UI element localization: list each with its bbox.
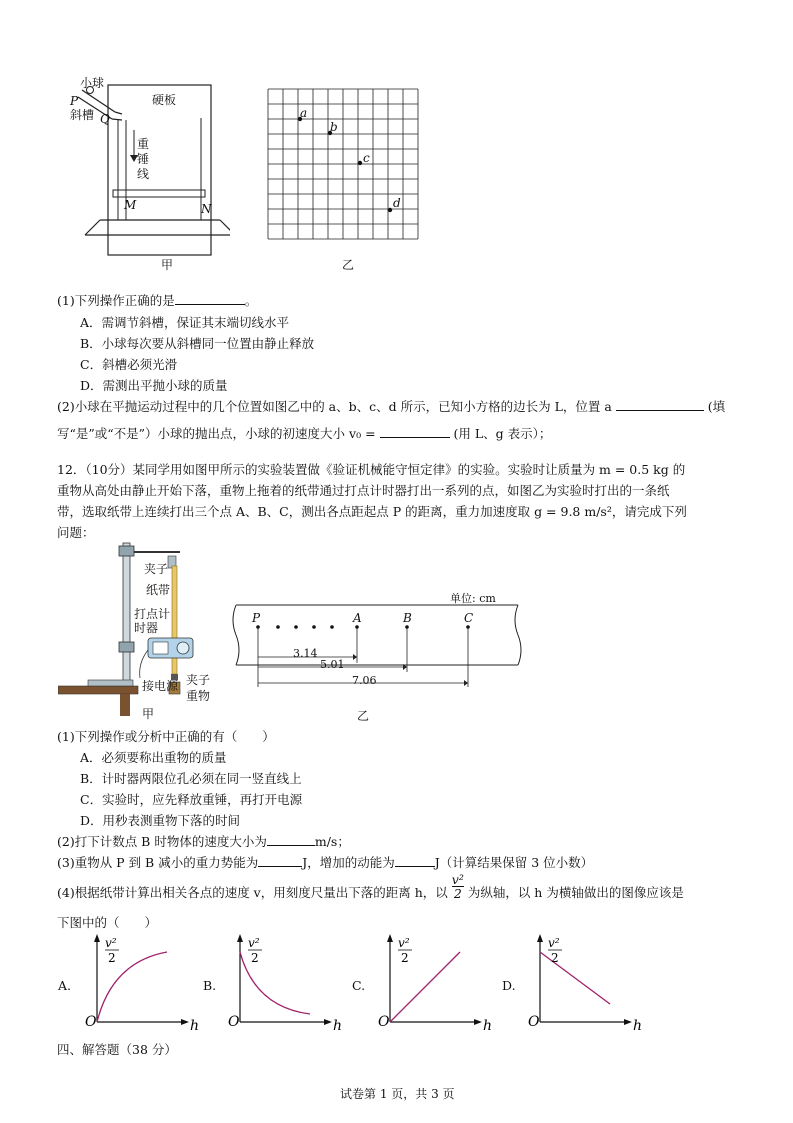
graph-y-num: v² — [105, 936, 117, 950]
q12-line3: 带，选取纸带上连续打出三个点 A、B、C，测出各点距起点 P 的距离，重力加速度取 g = 9.8 m/s²，请完成下列 — [57, 504, 687, 519]
label-power: 接电源 — [142, 679, 179, 693]
arrow-icon — [94, 934, 100, 942]
q11-option-c: C．斜槽必须光滑 — [80, 357, 178, 372]
label-N: N — [201, 202, 212, 216]
graph-y-den: 2 — [401, 951, 409, 965]
graph-d-label: D. — [502, 978, 516, 993]
label-clip-top: 夹子 — [144, 562, 169, 576]
label-clip-bottom: 夹子 — [186, 673, 211, 687]
tape-dist-B: 5.01 — [320, 658, 345, 671]
label-weight: 重物 — [186, 689, 211, 703]
q11-option-a: A．需调节斜槽，保证其末端切线水平 — [80, 315, 290, 330]
graph-y-den: 2 — [251, 951, 259, 965]
label-timer-2: 时器 — [134, 621, 159, 635]
tape-point-P: P — [252, 611, 261, 625]
q11-option-d: D．需测出平抛小球的质量 — [80, 378, 228, 393]
label-chute: 斜槽 — [70, 108, 95, 122]
label-Q: Q — [100, 112, 110, 126]
label-timer-1: 打点计 — [134, 607, 171, 621]
label-ball: 小球 — [80, 76, 105, 90]
graph-a-label: A. — [58, 978, 72, 993]
page-footer: 试卷第 1 页，共 3 页 — [340, 1087, 455, 1101]
graph-y-num: v² — [548, 936, 560, 950]
section-4-title: 四、解答题（38 分） — [57, 1042, 177, 1057]
tape-point-C: C — [464, 611, 474, 625]
q12-option-d: D．用秒表测重物下落的时间 — [80, 813, 241, 828]
caption-jia-2: 甲 — [142, 707, 155, 721]
point-d: d — [393, 196, 401, 210]
tape-point-B: B — [403, 611, 412, 625]
graph-y-num: v² — [248, 936, 260, 950]
label-P: P — [70, 94, 79, 108]
graph-option-b — [228, 934, 342, 1034]
q11-part2-line2: 写“是”或“不是”）小球的抛出点，小球的初速度大小 v₀ = (用 L、g 表示）； — [57, 426, 552, 441]
graph-x-label: h — [333, 1018, 343, 1034]
caption-yi-1: 乙 — [342, 258, 355, 272]
q12-option-c: C．实验时，应先释放重锤，再打开电源 — [80, 792, 303, 807]
arrow-icon — [624, 1019, 632, 1025]
caption-yi-2: 乙 — [357, 709, 370, 723]
graph-x-label: h — [633, 1018, 643, 1034]
tape-dist-A: 3.14 — [293, 647, 318, 660]
label-plumb-1: 重 — [137, 137, 150, 151]
arrow-icon — [324, 1019, 332, 1025]
graph-c-label: C. — [352, 978, 366, 993]
point-b: b — [330, 120, 338, 134]
q12-part4-line1: (4)根据纸带计算出相关各点的速度 v，用刻度尺量出下落的距离 h，以 $\frac{\text{v²}}{2}$ 为纵轴，以 h 为横轴做出的图像应该是 — [57, 872, 684, 901]
q12-option-a: A．必须要称出重物的质量 — [80, 750, 227, 765]
tape-point-A: A — [353, 611, 362, 625]
q12-line2: 重物从高处由静止开始下落，重物上拖着的纸带通过打点计时器打出一系列的点，如图乙为实验时打出的一条纸 — [57, 483, 670, 498]
arrow-icon — [474, 1019, 482, 1025]
graph-b-label: B. — [203, 978, 217, 993]
graph-option-c — [378, 934, 492, 1034]
caption-jia-1: 甲 — [161, 258, 174, 272]
graph-option-d — [528, 934, 642, 1034]
q12-part3: (3)重物从 P 到 B 减小的重力势能为 J，增加的动能为 J（计算结果保留 3 位小数） — [57, 855, 594, 870]
q11-option-b: B．小球每次要从斜槽同一位置由静止释放 — [80, 336, 315, 351]
q12-part4-line2: 下图中的（ ） — [57, 915, 158, 930]
q12-line4: 问题： — [57, 525, 95, 540]
graph-x-label: h — [483, 1018, 493, 1034]
point-c: c — [363, 151, 370, 165]
label-paper-tape: 纸带 — [146, 583, 171, 597]
graph-x-label: h — [190, 1018, 200, 1034]
graph-option-a — [85, 934, 199, 1034]
label-plumb-3: 线 — [137, 167, 150, 181]
label-plumb-2: 锤 — [137, 152, 150, 166]
arrow-icon — [537, 934, 543, 942]
tape-dist-C: 7.06 — [352, 674, 377, 687]
figure-grid-positions — [265, 86, 427, 244]
graph-y-den: 2 — [108, 951, 116, 965]
graph-origin: O — [528, 1014, 540, 1030]
q12-part2: (2)打下计数点 B 时物体的速度大小为 m/s； — [57, 834, 350, 849]
q12-option-b: B．计时器两限位孔必须在同一竖直线上 — [80, 771, 302, 786]
q11-part2-line1: (2)小球在平抛运动过程中的几个位置如图乙中的 a、b、c、d 所示，已知小方格的边长为 L，位置 a (填 — [57, 399, 726, 414]
tape-unit: 单位: cm — [450, 592, 496, 605]
graph-y-den: 2 — [551, 951, 559, 965]
graph-origin: O — [85, 1014, 97, 1030]
label-M: M — [124, 198, 137, 212]
q12-line1: 12．（10分）某同学用如图甲所示的实验装置做《验证机械能守恒定律》的实验。实验时让质量为 m = 0.5 kg 的 — [57, 462, 686, 477]
point-a: a — [300, 106, 308, 120]
graph-y-num: v² — [398, 936, 410, 950]
graph-origin: O — [228, 1014, 240, 1030]
q11-part1: (1)下列操作正确的是 。 — [57, 293, 258, 308]
graph-origin: O — [378, 1014, 390, 1030]
arrow-icon — [237, 934, 243, 942]
label-board: 硬板 — [152, 93, 177, 107]
q12-part1: (1)下列操作或分析中正确的有（ ） — [57, 729, 275, 744]
arrow-icon — [181, 1019, 189, 1025]
arrow-icon — [387, 934, 393, 942]
